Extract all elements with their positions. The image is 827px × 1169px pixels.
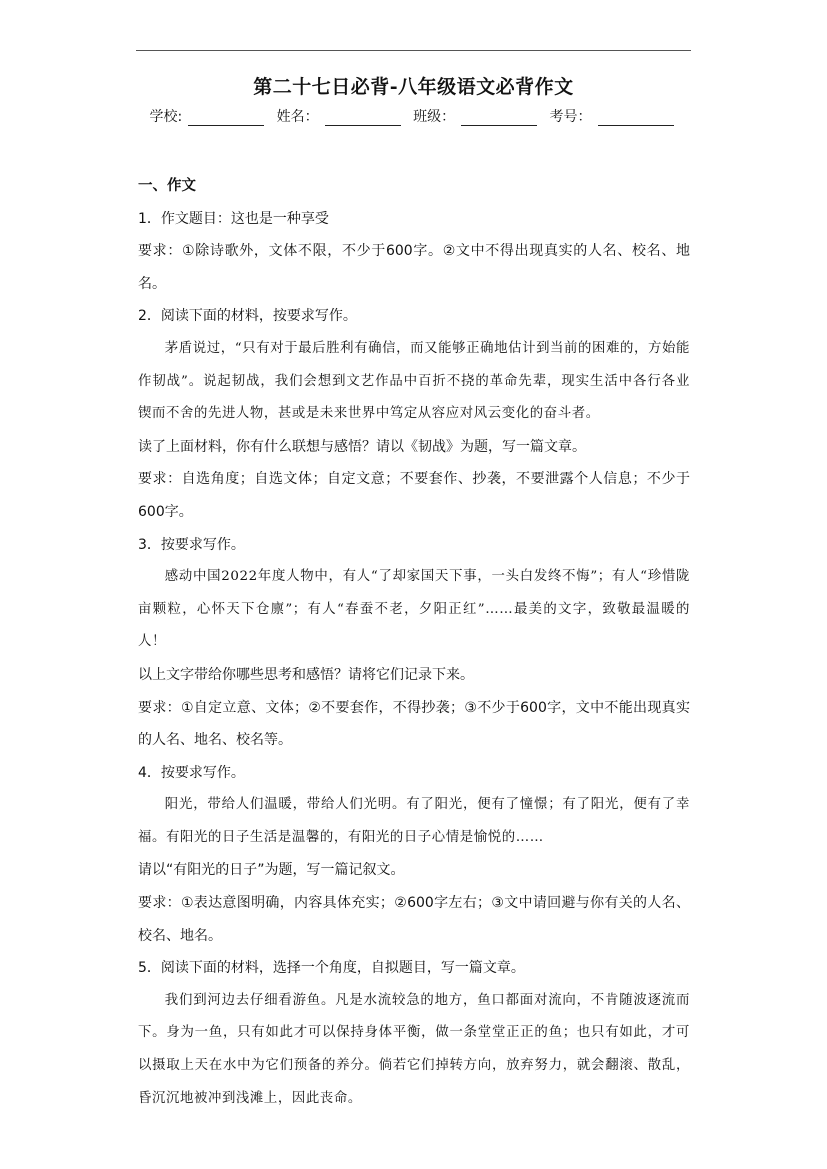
question-2-material: 茅盾说过，“只有对于最后胜利有确信，而又能够正确地估计到当前的困难的，方始能作韧战”。说起韧战，我们会想到文艺作品中百折不挠的革命先辈，现实生活中各行各业锲而不舍的先进人物，甚或是未来世界中笃定从容应对风云变化的奋斗者。 xyxy=(138,340,690,422)
name-blank[interactable] xyxy=(325,111,401,126)
student-info-line xyxy=(0,106,827,126)
question-4-task: 请以“有阳光的日子”为题，写一篇记叙文。 xyxy=(138,862,405,879)
header-rule xyxy=(136,50,691,51)
question-5-material: 我们到河边去仔细看游鱼。凡是水流较急的地方，鱼口都面对流向，不肯随波逐流而下。身为一鱼，只有如此才可以保持身体平衡，做一条堂堂正正的鱼；也只有如此，才可以摄取上天在水中为它们预备的养分。倘若它们掉转方向，放弃努力，就会翻滚、散乱，昏沉沉地被冲到浅滩上，因此丧命。 xyxy=(138,992,690,1106)
question-2-requirement: 要求：自选角度；自选文体；自定文意；不要套作、抄袭，不要泄露个人信息；不少于600字。 xyxy=(138,471,690,520)
document-body xyxy=(138,170,690,1115)
section-title: 一、作文 xyxy=(138,178,196,194)
question-2-task: 读了上面材料，你有什么联想与感悟？请以《韧战》为题，写一篇文章。 xyxy=(138,438,586,455)
question-2-prompt: 2．阅读下面的材料，按要求写作。 xyxy=(138,308,357,325)
exam-number-label: 考号： xyxy=(549,109,592,125)
exam-number-blank[interactable] xyxy=(598,111,674,126)
school-label: 学校: xyxy=(149,109,183,125)
class-label: 班级： xyxy=(413,109,456,125)
question-5-prompt: 5．阅读下面的材料，选择一个角度，自拟题目，写一篇文章。 xyxy=(138,960,525,977)
question-3-requirement: 要求：①自定立意、文体；②不要套作，不得抄袭；③不少于600字，文中不能出现真实的人名、地名、校名等。 xyxy=(138,699,690,749)
question-3-material: 感动中国2022年度人物中，有人“了却家国天下事，一头白发终不悔”；有人“珍惜陇亩颗粒，心怀天下仓廪”；有人“春蚕不老，夕阳正红”……最美的文字，致敬最温暖的人！ xyxy=(138,569,690,650)
question-4-material: 阳光，带给人们温暖，带给人们光明。有了阳光，便有了憧憬；有了阳光，便有了幸福。有阳光的日子生活是温馨的，有阳光的日子心情是愉悦的…… xyxy=(138,797,690,845)
question-4-prompt: 4．按要求写作。 xyxy=(138,764,245,781)
name-label: 姓名： xyxy=(276,109,319,125)
school-blank[interactable] xyxy=(188,111,264,126)
question-1-requirement: 要求：①除诗歌外，文体不限，不少于600字。②文中不得出现真实的人名、校名、地名。 xyxy=(138,243,690,292)
question-4-requirement: 要求：①表达意图明确，内容具体充实；②600字左右；③文中请回避与你有关的人名、校名、地名。 xyxy=(138,895,690,944)
question-3-prompt: 3．按要求写作。 xyxy=(138,536,245,553)
question-3-task: 以上文字带给你哪些思考和感悟？请将它们记录下来。 xyxy=(138,666,474,683)
question-1-prompt: 1．作文题目：这也是一种享受 xyxy=(138,210,329,227)
page-title: 第二十七日必背-八年级语文必背作文 xyxy=(253,76,574,98)
class-blank[interactable] xyxy=(461,111,537,126)
